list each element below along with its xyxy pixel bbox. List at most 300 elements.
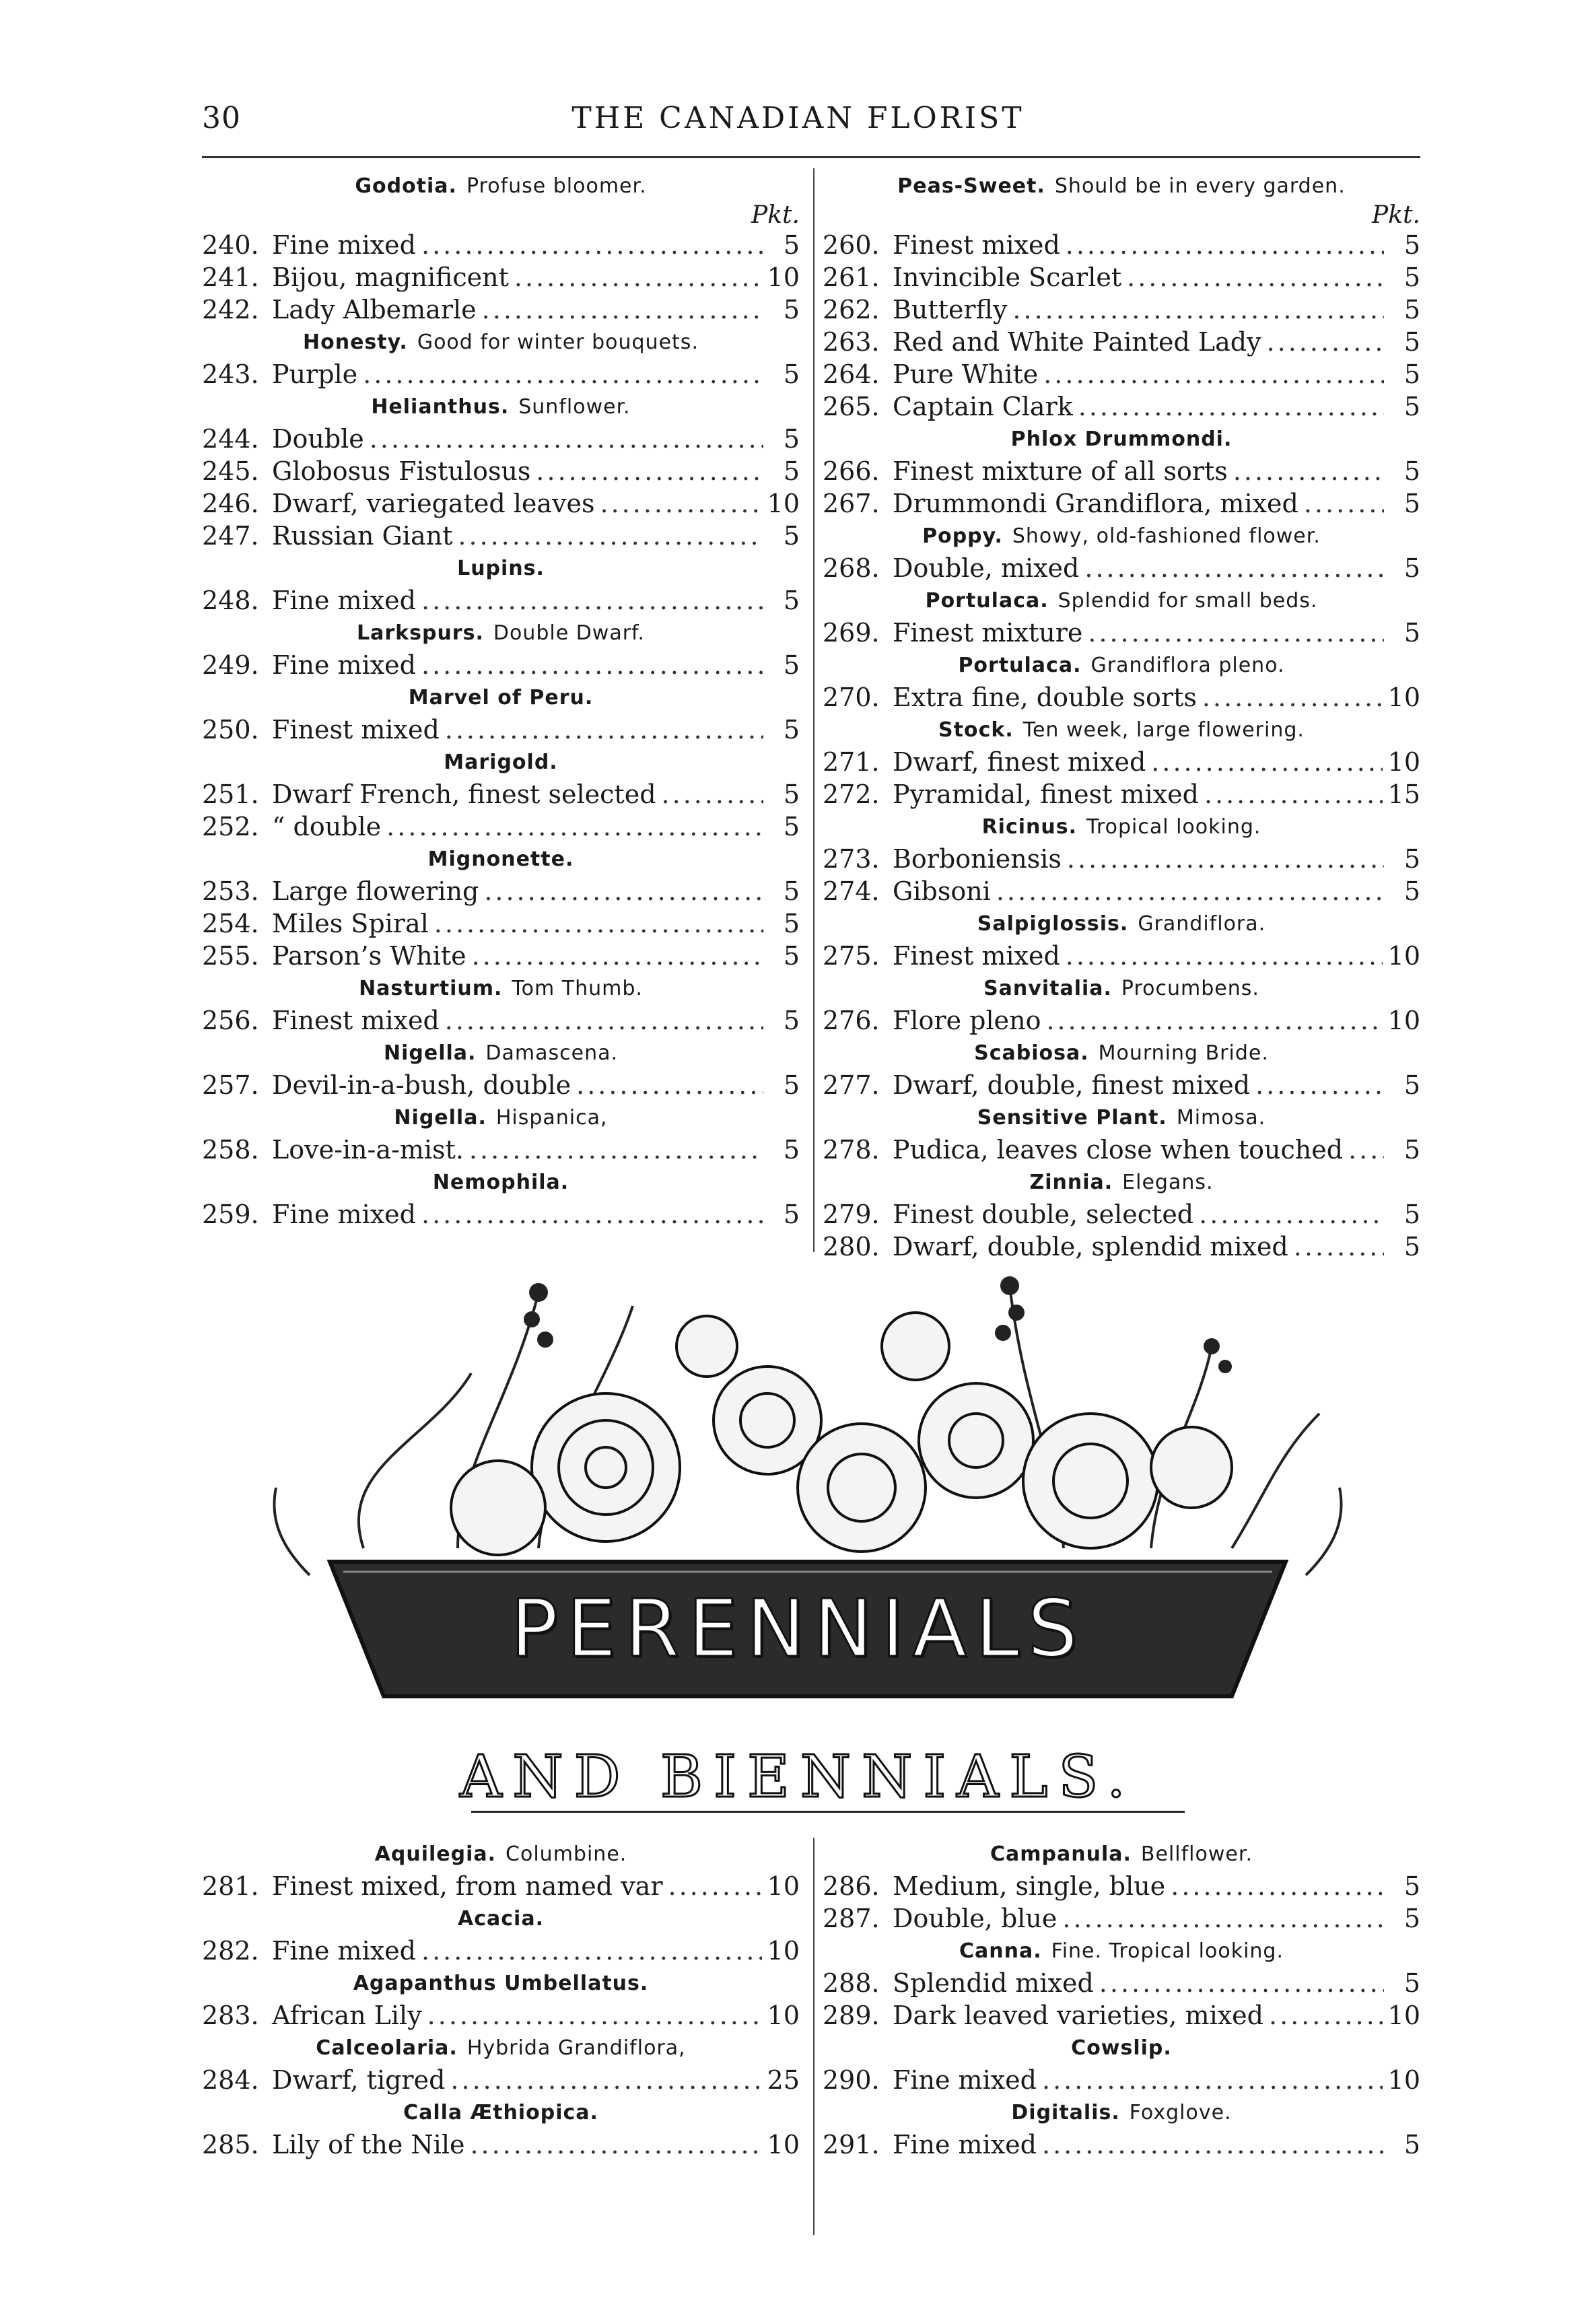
- leader-dots: [600, 487, 762, 520]
- section-heading-description: Bellflower.: [1140, 1842, 1253, 1866]
- section-heading: [202, 617, 800, 649]
- leader-dots: [472, 940, 763, 972]
- entry-name: Borboniensis: [893, 844, 1062, 874]
- entry-number: 265.: [823, 392, 880, 421]
- catalog-entry: [823, 1999, 1420, 2032]
- section-heading: [823, 649, 1420, 681]
- section-heading: [823, 170, 1420, 202]
- leader-dots: [482, 293, 763, 326]
- entry-number: 264.: [823, 359, 880, 389]
- entry-number: 291.: [823, 2130, 880, 2159]
- leader-dots: [370, 423, 763, 455]
- catalog-entry: [823, 487, 1420, 520]
- entry-number: 248.: [202, 586, 259, 615]
- section-heading-name: Sanvitalia.: [983, 977, 1112, 1000]
- section-heading: [823, 1935, 1420, 1967]
- entry-name: Double, blue: [893, 1904, 1057, 1933]
- catalog-entry: [202, 584, 800, 617]
- entry-name: Finest mixture: [893, 618, 1083, 648]
- entry-name: Finest mixed: [893, 941, 1060, 971]
- leader-dots: [1067, 843, 1384, 875]
- catalog-entry: [823, 875, 1420, 907]
- page-number: 30: [202, 101, 241, 135]
- section-heading-name: Godotia.: [355, 174, 457, 198]
- leader-dots: [668, 1870, 761, 1902]
- entry-name: Dwarf French, finest selected: [272, 780, 656, 809]
- entry-name: Splendid mixed: [893, 1968, 1094, 1998]
- entry-price: 10: [1387, 2065, 1420, 2095]
- entry-price: 10: [767, 2001, 800, 2030]
- entry-price: 10: [767, 2130, 800, 2159]
- entry-number: 271.: [823, 747, 880, 777]
- entry-price: 5: [783, 909, 800, 938]
- catalog-entry: [202, 455, 800, 487]
- right-column: [823, 170, 1420, 1263]
- entry-name: Captain Clark: [893, 392, 1073, 421]
- leader-dots: [1127, 261, 1384, 293]
- entry-name: Flore pleno: [893, 1006, 1041, 1035]
- leader-dots: [1066, 229, 1384, 261]
- catalog-entry: [202, 1935, 800, 1967]
- entry-price: 10: [1387, 941, 1420, 971]
- leader-dots: [576, 1069, 763, 1101]
- section-heading: [202, 552, 800, 584]
- section-heading: [202, 1037, 800, 1069]
- section-heading-name: Nasturtium.: [359, 977, 503, 1000]
- entry-number: 272.: [823, 780, 880, 809]
- entry-number: 256.: [202, 1006, 259, 1035]
- section-heading: [823, 2032, 1420, 2064]
- leader-dots: [421, 1198, 763, 1231]
- entry-price: 5: [783, 780, 800, 809]
- entry-number: 267.: [823, 489, 880, 518]
- biennials-subtitle: AND BIENNIALS.: [460, 1743, 1136, 1811]
- entry-price: 10: [767, 489, 800, 518]
- section-heading-description: Mourning Bride.: [1098, 1041, 1269, 1065]
- entry-price: 5: [783, 456, 800, 486]
- catalog-entry: [202, 778, 800, 810]
- section-heading-name: Peas-Sweet.: [897, 174, 1045, 198]
- catalog-entry: [823, 1198, 1420, 1231]
- entry-number: 255.: [202, 941, 259, 971]
- section-heading-name: Marigold.: [444, 751, 558, 774]
- leader-dots: [450, 2064, 761, 2096]
- entry-price: 5: [783, 715, 800, 744]
- entry-name: Dwarf, finest mixed: [893, 747, 1146, 777]
- section-heading: [823, 907, 1420, 940]
- section-heading-description: Splendid for small beds.: [1057, 589, 1318, 613]
- entry-number: 251.: [202, 780, 259, 809]
- catalog-entry: [823, 1069, 1420, 1101]
- catalog-entry: [823, 552, 1420, 584]
- entry-name: Purple: [272, 359, 358, 389]
- entry-name: Parson’s White: [272, 941, 466, 971]
- perennials-column-divider: [813, 1838, 814, 2235]
- catalog-entry: [202, 940, 800, 972]
- section-heading-name: Zinnia.: [1029, 1171, 1113, 1194]
- entry-price: 5: [1403, 2130, 1420, 2159]
- pkt-column-label: Pkt.: [751, 201, 800, 229]
- section-heading-name: Nigella.: [383, 1041, 477, 1065]
- section-heading: [823, 1838, 1420, 1870]
- section-heading: [823, 2096, 1420, 2128]
- entry-number: 258.: [202, 1135, 259, 1165]
- entry-number: 282.: [202, 1936, 259, 1966]
- entry-price: 5: [783, 941, 800, 971]
- entry-name: Fine mixed: [272, 586, 416, 615]
- section-heading-name: Nigella.: [394, 1106, 487, 1130]
- entry-number: 270.: [823, 683, 880, 712]
- leader-dots: [421, 649, 763, 681]
- section-heading-description: Showy, old-fashioned flower.: [1012, 524, 1321, 548]
- catalog-entry: [823, 746, 1420, 778]
- entry-price: 10: [1387, 683, 1420, 712]
- section-heading-name: Digitalis.: [1011, 2101, 1120, 2124]
- entry-number: 254.: [202, 909, 259, 938]
- catalog-entry: [202, 293, 800, 326]
- entry-name: Butterfly: [893, 295, 1008, 324]
- entry-number: 277.: [823, 1070, 880, 1100]
- entry-price: 5: [1403, 230, 1420, 260]
- leader-dots: [1042, 2128, 1384, 2161]
- entry-price: 5: [1403, 1135, 1420, 1165]
- entry-price: 5: [1403, 263, 1420, 292]
- entry-name: Fine mixed: [272, 1936, 416, 1966]
- entry-number: 240.: [202, 230, 259, 260]
- leader-dots: [1294, 1231, 1384, 1263]
- catalog-entry: [202, 487, 800, 520]
- leader-dots: [1151, 746, 1382, 778]
- section-heading-description: Tom Thumb.: [512, 977, 643, 1000]
- entry-price: 25: [767, 2065, 800, 2095]
- entry-name: Fine mixed: [272, 650, 416, 680]
- leader-dots: [1204, 778, 1383, 810]
- section-heading-description: Grandiflora.: [1138, 912, 1266, 936]
- entry-price: 10: [767, 1936, 800, 1966]
- entry-name: Pure White: [893, 359, 1039, 389]
- catalog-entry: [202, 907, 800, 940]
- section-heading-description: Grandiflora pleno.: [1090, 654, 1285, 677]
- catalog-entry: [823, 1967, 1420, 1999]
- catalog-entry: [823, 2064, 1420, 2096]
- entry-name: Globosus Fistulosus: [272, 456, 531, 486]
- section-heading: [823, 972, 1420, 1004]
- section-heading: [823, 423, 1420, 455]
- section-heading-name: Sensitive Plant.: [977, 1106, 1167, 1130]
- entry-name: Double: [272, 424, 364, 454]
- entry-price: 5: [1403, 876, 1420, 906]
- section-heading-description: Damascena.: [485, 1041, 619, 1065]
- leader-dots: [1012, 293, 1384, 326]
- catalog-entry: [823, 1134, 1420, 1166]
- entry-name: Bijou, magnificent: [272, 263, 509, 292]
- section-heading-name: Salpiglossis.: [977, 912, 1129, 936]
- section-heading: [202, 681, 800, 714]
- entry-name: Love-in-a-mist.: [272, 1135, 464, 1165]
- entry-name: Finest mixture of all sorts: [893, 456, 1228, 486]
- header-rule: [202, 156, 1420, 158]
- section-heading-description: Double Dwarf.: [493, 621, 645, 645]
- catalog-entry: [823, 455, 1420, 487]
- catalog-entry: [823, 261, 1420, 293]
- section-heading-name: Aquilegia.: [374, 1842, 497, 1866]
- entry-number: 262.: [823, 295, 880, 324]
- leader-dots: [421, 229, 763, 261]
- section-heading-name: Lupins.: [457, 557, 545, 580]
- leader-dots: [1043, 358, 1384, 390]
- entry-name: Red and White Painted Lady: [893, 327, 1261, 357]
- section-heading-name: Stock.: [938, 718, 1014, 742]
- catalog-entry: [823, 358, 1420, 390]
- entry-price: 10: [1387, 747, 1420, 777]
- entry-price: 5: [783, 586, 800, 615]
- section-heading-name: Calceolaria.: [316, 2036, 458, 2060]
- leader-dots: [1046, 1004, 1382, 1037]
- entry-price: 10: [1387, 1006, 1420, 1035]
- catalog-entry: [823, 229, 1420, 261]
- section-heading-description: Foxglove.: [1129, 2101, 1232, 2124]
- leader-dots: [1088, 617, 1384, 649]
- section-heading-description: Ten week, large flowering.: [1022, 718, 1305, 742]
- leader-dots: [1042, 2064, 1383, 2096]
- entry-price: 5: [1403, 295, 1420, 324]
- section-heading-name: Mignonette.: [427, 847, 574, 871]
- leader-dots: [1199, 1198, 1384, 1231]
- section-heading: [823, 520, 1420, 552]
- section-heading-description: Sunflower.: [518, 395, 631, 419]
- catalog-entry: [823, 617, 1420, 649]
- catalog-entry: [202, 2064, 800, 2096]
- entry-price: 5: [1403, 359, 1420, 389]
- catalog-entry: [823, 1004, 1420, 1037]
- section-heading-description: Columbine.: [506, 1842, 627, 1866]
- entry-price: 5: [783, 1135, 800, 1165]
- section-heading-description: Hispanica,: [495, 1106, 608, 1130]
- section-heading: [202, 1166, 800, 1198]
- entry-number: 245.: [202, 456, 259, 486]
- section-heading-name: Agapanthus Umbellatus.: [353, 1972, 649, 1995]
- section-heading-name: Cowslip.: [1071, 2036, 1172, 2060]
- entry-name: Fine mixed: [893, 2065, 1037, 2095]
- section-heading-description: Elegans.: [1122, 1171, 1214, 1194]
- section-heading-name: Larkspurs.: [357, 621, 484, 645]
- entry-name: Gibsoni: [893, 876, 991, 906]
- section-heading-name: Portulaca.: [925, 589, 1049, 613]
- section-heading: [202, 390, 800, 423]
- entry-number: 244.: [202, 424, 259, 454]
- catalog-entry: [202, 2128, 800, 2161]
- section-heading: [823, 714, 1420, 746]
- section-heading: [202, 1967, 800, 1999]
- entry-name: African Lily: [272, 2001, 422, 2030]
- catalog-entry: [202, 875, 800, 907]
- section-heading-name: Scabiosa.: [974, 1041, 1089, 1065]
- entry-name: Finest double, selected: [893, 1200, 1194, 1229]
- entry-name: Dark leaved varieties, mixed: [893, 2001, 1263, 2030]
- entry-price: 5: [1403, 1904, 1420, 1933]
- entry-number: 252.: [202, 812, 259, 841]
- entry-price: 5: [1403, 1968, 1420, 1998]
- section-heading-description: Fine. Tropical looking.: [1051, 1939, 1284, 1963]
- entry-name: Fine mixed: [272, 1200, 416, 1229]
- catalog-entry: [823, 390, 1420, 423]
- leader-dots: [1062, 1902, 1384, 1935]
- entry-price: 5: [783, 1006, 800, 1035]
- entry-price: 5: [1403, 1871, 1420, 1901]
- catalog-entry: [823, 778, 1420, 810]
- section-heading: [823, 1101, 1420, 1134]
- catalog-entry: [823, 293, 1420, 326]
- entry-number: 289.: [823, 2001, 880, 2030]
- entry-price: 5: [783, 295, 800, 324]
- entry-price: 5: [783, 359, 800, 389]
- catalog-entry: [202, 1134, 800, 1166]
- section-heading-description: Mimosa.: [1176, 1106, 1266, 1130]
- catalog-entry: [202, 1999, 800, 2032]
- section-heading-name: Acacia.: [458, 1907, 544, 1931]
- entry-number: 268.: [823, 553, 880, 583]
- entry-number: 263.: [823, 327, 880, 357]
- catalog-entry: [202, 1198, 800, 1231]
- entry-number: 259.: [202, 1200, 259, 1229]
- perennials-left-column: [202, 1838, 800, 2161]
- entry-price: 5: [1403, 1232, 1420, 1261]
- leader-dots: [421, 1935, 762, 1967]
- section-heading: [823, 584, 1420, 617]
- entry-number: 257.: [202, 1070, 259, 1100]
- leader-dots: [1269, 1999, 1383, 2032]
- entry-number: 279.: [823, 1200, 880, 1229]
- section-heading: [202, 1101, 800, 1134]
- leader-dots: [386, 810, 763, 843]
- leader-dots: [1233, 455, 1384, 487]
- section-heading: [202, 170, 800, 202]
- entry-name: Finest mixed, from named var: [272, 1871, 663, 1901]
- entry-name: Lily of the Nile: [272, 2130, 465, 2159]
- entry-name: Pudica, leaves close when touched: [893, 1135, 1344, 1165]
- catalog-entry: [202, 229, 800, 261]
- entry-price: 5: [1403, 618, 1420, 648]
- catalog-entry: [823, 2128, 1420, 2161]
- leader-dots: [445, 1004, 763, 1037]
- section-heading-name: Campanula.: [990, 1842, 1132, 1866]
- entry-name: Miles Spiral: [272, 909, 429, 938]
- catalog-entry: [823, 843, 1420, 875]
- entry-price: 5: [783, 521, 800, 551]
- section-heading-name: Canna.: [959, 1939, 1042, 1963]
- section-heading-description: Should be in every garden.: [1054, 174, 1346, 198]
- entry-number: 253.: [202, 876, 259, 906]
- entry-number: 247.: [202, 521, 259, 551]
- catalog-entry: [823, 1870, 1420, 1902]
- leader-dots: [1171, 1870, 1384, 1902]
- entry-number: 275.: [823, 941, 880, 971]
- entry-number: 285.: [202, 2130, 259, 2159]
- entry-number: 290.: [823, 2065, 880, 2095]
- section-heading-name: Honesty.: [303, 331, 408, 354]
- entry-price: 5: [1403, 456, 1420, 486]
- section-heading: [823, 1166, 1420, 1198]
- section-heading-name: Phlox Drummondi.: [1010, 427, 1233, 451]
- entry-price: 10: [1387, 2001, 1420, 2030]
- section-heading-name: Marvel of Peru.: [408, 686, 594, 709]
- section-heading: [202, 326, 800, 358]
- catalog-entry: [202, 649, 800, 681]
- leader-dots: [514, 261, 762, 293]
- entry-number: 249.: [202, 650, 259, 680]
- section-heading-name: Helianthus.: [371, 395, 510, 419]
- entry-price: 5: [1403, 844, 1420, 874]
- catalog-entry: [202, 520, 800, 552]
- catalog-entry: [202, 1004, 800, 1037]
- entry-number: 278.: [823, 1135, 880, 1165]
- entry-price: 10: [767, 263, 800, 292]
- section-heading: [823, 1037, 1420, 1069]
- leader-dots: [1304, 487, 1384, 520]
- section-heading: [202, 2096, 800, 2128]
- entry-number: 286.: [823, 1871, 880, 1901]
- entry-name: Double, mixed: [893, 553, 1080, 583]
- entry-name: “ double: [272, 812, 382, 841]
- entry-name: Finest mixed: [272, 1006, 440, 1035]
- section-heading-name: Portulaca.: [958, 654, 1082, 677]
- entry-name: Finest mixed: [272, 715, 440, 744]
- entry-name: Fine mixed: [893, 2130, 1037, 2159]
- section-heading: [202, 1838, 800, 1870]
- entry-number: 241.: [202, 263, 259, 292]
- perennials-right-column: [823, 1838, 1420, 2161]
- entry-price: 5: [1403, 327, 1420, 357]
- leader-dots: [458, 520, 763, 552]
- leader-dots: [1084, 552, 1384, 584]
- entry-name: Fine mixed: [272, 230, 416, 260]
- section-heading-name: Calla Æthiopica.: [403, 2101, 598, 2124]
- catalog-entry: [202, 810, 800, 843]
- entry-name: Drummondi Grandiflora, mixed: [893, 489, 1298, 518]
- entry-number: 287.: [823, 1904, 880, 1933]
- entry-name: Dwarf, tigred: [272, 2065, 446, 2095]
- catalog-entry: [202, 714, 800, 746]
- leader-dots: [445, 714, 763, 746]
- entry-price: 5: [783, 230, 800, 260]
- leader-dots: [469, 1134, 763, 1166]
- entry-name: Dwarf, variegated leaves: [272, 489, 595, 518]
- leader-dots: [363, 358, 763, 390]
- leader-dots: [1202, 681, 1383, 714]
- section-heading-description: Good for winter bouquets.: [417, 331, 699, 354]
- entry-price: 5: [783, 1070, 800, 1100]
- catalog-entry: [202, 261, 800, 293]
- leader-dots: [421, 584, 763, 617]
- leader-dots: [434, 907, 763, 940]
- entry-number: 261.: [823, 263, 880, 292]
- section-heading-name: Nemophila.: [432, 1171, 569, 1194]
- entry-name: Extra fine, double sorts: [893, 683, 1197, 712]
- entry-number: 283.: [202, 2001, 259, 2030]
- entry-name: Invincible Scarlet: [893, 263, 1122, 292]
- entry-price: 15: [1387, 780, 1420, 809]
- entry-number: 242.: [202, 295, 259, 324]
- section-heading-name: Poppy.: [922, 524, 1003, 548]
- catalog-entry: [202, 358, 800, 390]
- entry-number: 276.: [823, 1006, 880, 1035]
- entry-price: 5: [783, 876, 800, 906]
- entry-price: 5: [1403, 1070, 1420, 1100]
- catalog-entry: [202, 423, 800, 455]
- leader-dots: [1348, 1134, 1384, 1166]
- entry-number: 243.: [202, 359, 259, 389]
- entry-number: 273.: [823, 844, 880, 874]
